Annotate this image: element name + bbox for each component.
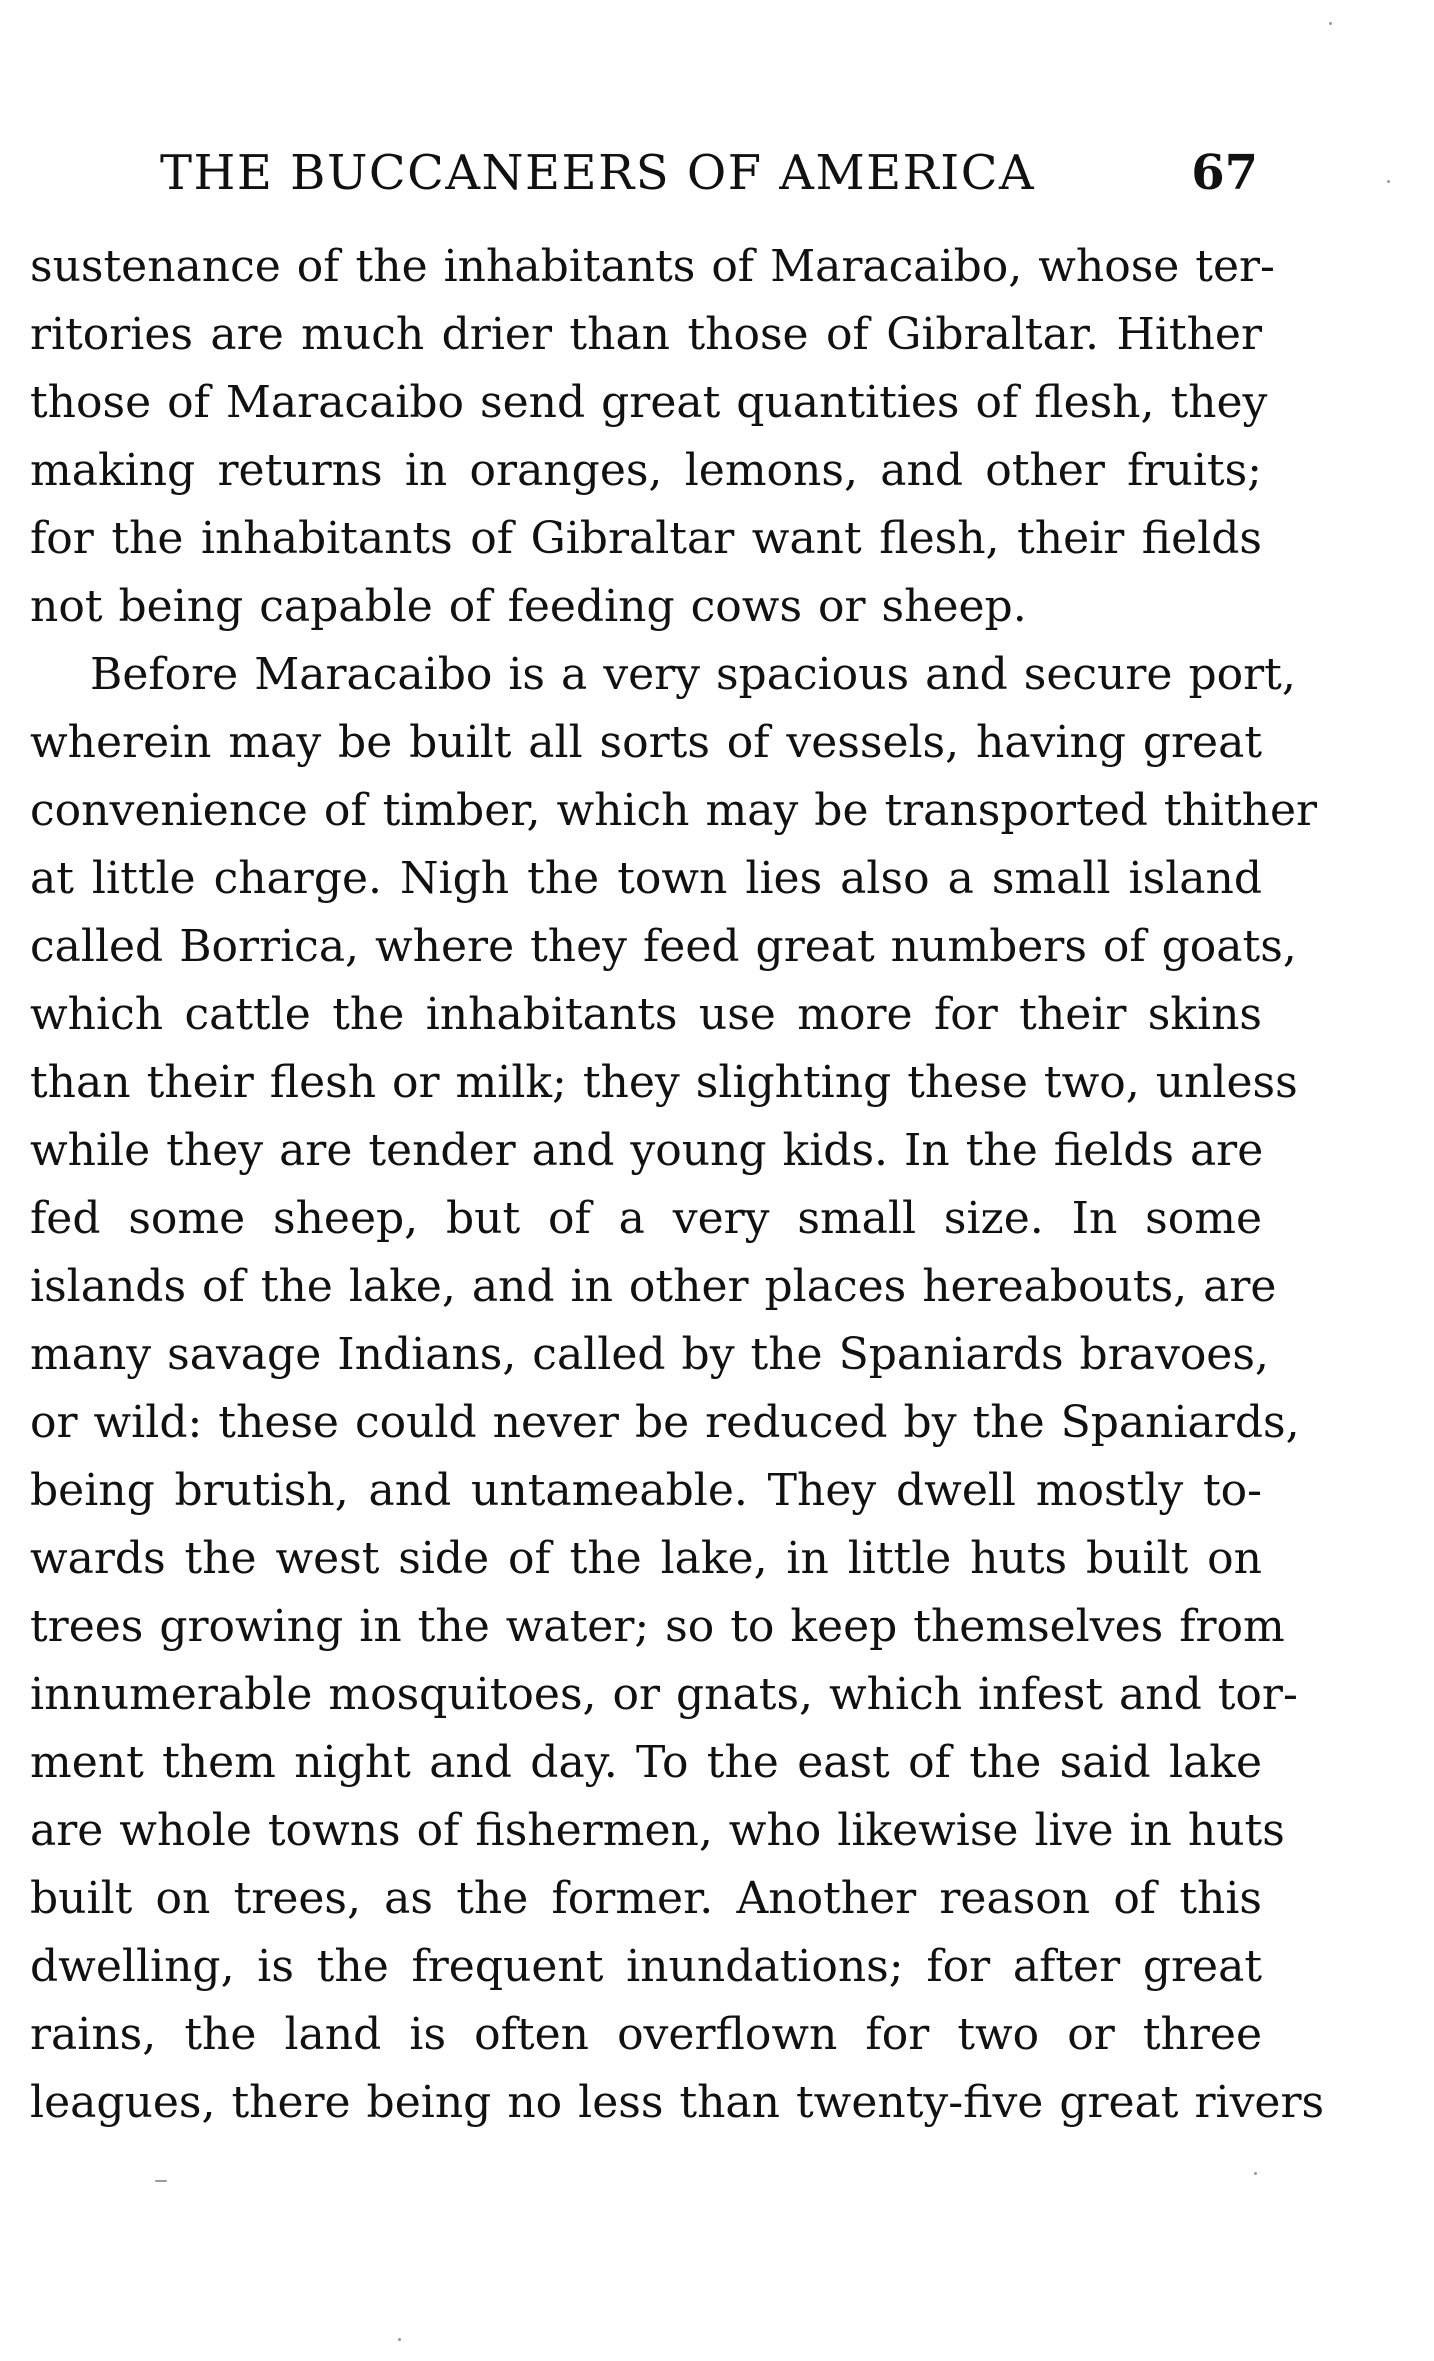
paragraph-1 — [30, 233, 1275, 641]
text-line: ment them night and day. To the east of the said lake — [30, 1737, 1262, 1788]
text-line: built on trees, as the former. Another reason of this — [30, 1873, 1262, 1924]
scan-speck — [1387, 180, 1390, 183]
scan-speck — [1329, 22, 1332, 25]
text-line: than their flesh or milk; they slighting these two, unless — [30, 1057, 1298, 1108]
text-line: are whole towns of fishermen, who likewise live in huts — [30, 1805, 1285, 1856]
text-line: called Borrica, where they feed great numbers of goats, — [30, 921, 1297, 972]
text-line: many savage Indians, called by the Spaniards bravoes, — [30, 1329, 1269, 1380]
text-line: making returns in oranges, lemons, and other fruits; — [30, 445, 1262, 496]
text-line: leagues, there being no less than twenty-five great rivers — [30, 2077, 1325, 2128]
text-line: sustenance of the inhabitants of Maracaibo, whose ter- — [30, 241, 1275, 292]
body-text — [30, 233, 1325, 2137]
text-line: not being capable of feeding cows or sheep. — [30, 581, 1027, 632]
page-header — [160, 143, 1258, 203]
text-line: innumerable mosquitoes, or gnats, which infest and tor- — [30, 1669, 1298, 1720]
running-head: THE BUCCANEERS OF AMERICA — [160, 145, 1036, 201]
text-line: islands of the lake, and in other places hereabouts, are — [30, 1261, 1277, 1312]
page-number: 67 — [1191, 145, 1258, 201]
text-line: wards the west side of the lake, in little huts built on — [30, 1533, 1262, 1584]
text-line: trees growing in the water; so to keep themselves from — [30, 1601, 1285, 1652]
text-line: while they are tender and young kids. In the fields are — [30, 1125, 1264, 1176]
text-line: which cattle the inhabitants use more for their skins — [30, 989, 1262, 1040]
text-line: those of Maracaibo send great quantities of flesh, they — [30, 377, 1268, 428]
paragraph-2 — [30, 641, 1325, 2137]
text-line: fed some sheep, but of a very small size. In some — [30, 1193, 1262, 1244]
text-line: Before Maracaibo is a very spacious and secure port, — [90, 649, 1296, 700]
scan-speck — [155, 2180, 167, 2182]
text-line: ritories are much drier than those of Gibraltar. Hither — [30, 309, 1262, 360]
text-line: wherein may be built all sorts of vessels, having great — [30, 717, 1262, 768]
scan-speck — [1254, 2172, 1257, 2175]
text-line: for the inhabitants of Gibraltar want flesh, their fields — [30, 513, 1262, 564]
scan-speck — [398, 2338, 401, 2341]
text-line: convenience of timber, which may be transported thither — [30, 785, 1318, 836]
text-line: dwelling, is the frequent inundations; for after great — [30, 1941, 1262, 1992]
text-line: being brutish, and untameable. They dwell mostly to- — [30, 1465, 1262, 1516]
text-line: at little charge. Nigh the town lies also a small island — [30, 853, 1262, 904]
text-line: rains, the land is often overflown for two or three — [30, 2009, 1262, 2060]
text-line: or wild: these could never be reduced by the Spaniards, — [30, 1397, 1300, 1448]
